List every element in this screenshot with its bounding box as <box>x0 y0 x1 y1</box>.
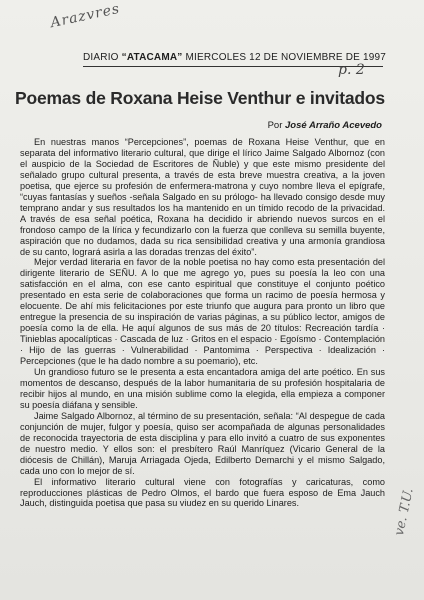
masthead-prefix: DIARIO <box>83 52 119 63</box>
byline-prefix: Por <box>267 120 283 131</box>
handwritten-page-number: p. 2 <box>338 62 365 78</box>
paragraph: En nuestras manos “Percepciones”, poemas de Roxana Heise Venthur, que en separata del informativo literario cultural, que dirige el lírico Jaime Salgado Albornoz (con el auspicio de la Sociedad de Escritores de Ñuble) y que este mismo presidente del señalado grupo cultural presenta, a través de esta breve muestra creativa, a la joven poetisa, que ejerce su profesión de enfermera-matrona y cuyo nombre lleva el epígrafe, “cuyas fantasías y sueños -señala Salgado en su prólogo- ha llevado consigo desde muy temprano andar y sus resultados los ha mantenido en un tímido recodo de la privacidad. A través de esa señal poética, Roxana ha decidido ir abriendo nuevos surcos en el frondoso campo de la lírica y fecundizarlo con la fuerza que conlleva su semilla buyente, aspiración que no dudamos, dada su rica sensibilidad creativa y una armonía grandiosa de su canto, logrará asirla a las doradas trenzas del éxito”. <box>20 137 385 257</box>
byline <box>268 120 382 131</box>
paragraph: Un grandioso futuro se le presenta a esta encantadora amiga del arte poético. En sus momentos de descanso, después de la labor humanitaria de su profesión hospitalaria de recibir hijos al mundo, en una misión sublime como la elegida, ella empieza a componer su poesía diáfana y sensible. <box>20 367 385 410</box>
paragraph: Jaime Salgado Albornoz, al término de su presentación, señala: “Al despegue de cada conjunción de mujer, fulgor y poesía, quiso ser acompañada de algunas personalidades de reconocida trayectoria de esta disciplina y para ello invitó a cuatro de sus exponentes de nuestro medio. Y ellos son: el presbítero Raúl Manríquez (Vicario General de la diócesis de Chillán), Maruja Arriagada Ojeda, Edilberto Demarchi y el mismo Salgado, cada uno con lo mejor de sí. <box>20 410 385 476</box>
article-title: Poemas de Roxana Heise Venthur e invitados <box>15 88 385 108</box>
handwritten-note-side: ve. T.U. <box>392 486 417 538</box>
handwritten-note-top: Arazvres <box>49 0 122 32</box>
article-body <box>20 137 385 509</box>
newspaper-name: “ATACAMA” <box>121 52 183 63</box>
paragraph: El informativo literario cultural viene con fotografías y caricaturas, como reproducciones plásticas de Pedro Olmos, el bardo que fuera esposo de Ema Jauch Jauch, distinguida poetisa que pasa su viudez en su querido Linares. <box>20 476 385 509</box>
publication-date: MIERCOLES 12 DE NOVIEMBRE DE 1997 <box>185 52 387 63</box>
author-name: José Arraño Acevedo <box>285 120 382 131</box>
paragraph: Mejor verdad literaria en favor de la noble poetisa no hay como esta presentación del dirigente literario de SEÑU. A lo que me agrego yo, pues su poesía la leo con una satisfacción en el alma, con ese canto espiritual que constituye el conjunto poético presentado en esta serie de colaboraciones que forma un racimo de poesía hermosa y elocuente. De ahí mis felicitaciones por este triunfo que augura para pronto un libro que entregue la presencia de su inspiración de varias páginas, a su público lector, amigos de poesía como la de ella. He aquí algunos de sus más de 20 títulos: Recreación tardía · Tinieblas apocalípticas · Cascada de luz · Gritos en el espacio · Egoísmo · Contemplación · Hijo de las guerras · Vulnerabilidad · Pantomima · Perspectiva · Idealización · Percepciones (que le ha dado nombre a su poemario), etc. <box>20 257 385 367</box>
